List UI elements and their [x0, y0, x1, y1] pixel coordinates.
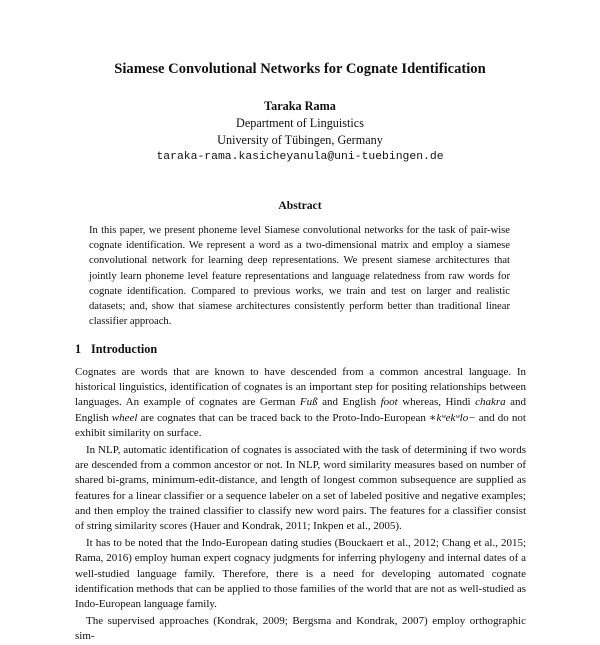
author-department: Department of Linguistics: [236, 116, 364, 130]
section-number: 1: [75, 342, 82, 356]
introduction-body: [75, 365, 526, 645]
intro-paragraph-2: In NLP, automatic identification of cognates is associated with the task of determining if two words are descended from a common ancestor or not. In NLP, word similarity measures based on number of shared bi-grams, minimum-edit-distance, and length of longest common subsequence are supplied as features for a linear classifier or a sequence labeler on a set of labeled positive and negative examples; and then employ the trained classifier to classify new word pairs. The features for a classifier consist of string similarity scores (Hauer and Kondrak, 2011; Inkpen et al., 2005).: [75, 444, 526, 533]
author-university: University of Tübingen, Germany: [217, 133, 383, 147]
section-heading: [75, 342, 525, 357]
section-title: Introduction: [91, 342, 158, 356]
intro-paragraph-1: Cognates are words that are known to have descended from a common ancestral language. In historical linguistics, identification of cognates is an important step for positing relationships between languages. An example of cognates are German Fuß and English foot whereas, Hindi chakra and English wheel are cognates that can be traced back to the Proto-Indo-European ∗kʷekʷlo− and do not exhibit similarity on surface.: [75, 366, 526, 439]
abstract-text: In this paper, we present phoneme level Siamese convolutional networks for the task of pair-wise cognate identification. We represent a word as a two-dimensional matrix and employ a siamese convolutional network for learning deep representations. We present siamese architectures that jointly learn phoneme level feature representations and language relatedness from raw words for cognate identification. Compared to previous works, we train and test on larger and realistic datasets; and, show that siamese architectures consistently perform better than traditional linear classifier approach.: [89, 225, 510, 328]
cognate-word: chakra: [475, 396, 506, 409]
paper-title: Siamese Convolutional Networks for Cognate Identification: [114, 61, 486, 77]
intro-paragraph-4: The supervised approaches (Kondrak, 2009; Bergsma and Kondrak, 2007) employ orthographic sim-: [75, 615, 526, 643]
author-email: taraka-rama.kasicheyanula@uni-tuebingen.de: [156, 151, 444, 163]
cognate-word: Fuß: [299, 396, 318, 409]
cognate-word: foot: [380, 396, 398, 409]
author-block: [0, 98, 600, 166]
intro-paragraph-3: It has to be noted that the Indo-European dating studies (Bouckaert et al., 2012; Chang et al., 2015; Rama, 2016) employ human expert cognacy judgments for inferring phylogeny and internal dates of a well-studied language family. Therefore, there is a need for developing automated cognate identification methods that can be applied to those families of the world that are not as well-studied as Indo-European language family.: [75, 537, 526, 611]
author-name: Taraka Rama: [264, 99, 336, 113]
proto-form: ∗kʷekʷlo−: [428, 411, 476, 424]
abstract-heading: Abstract: [278, 199, 322, 212]
cognate-word: wheel: [111, 411, 138, 424]
